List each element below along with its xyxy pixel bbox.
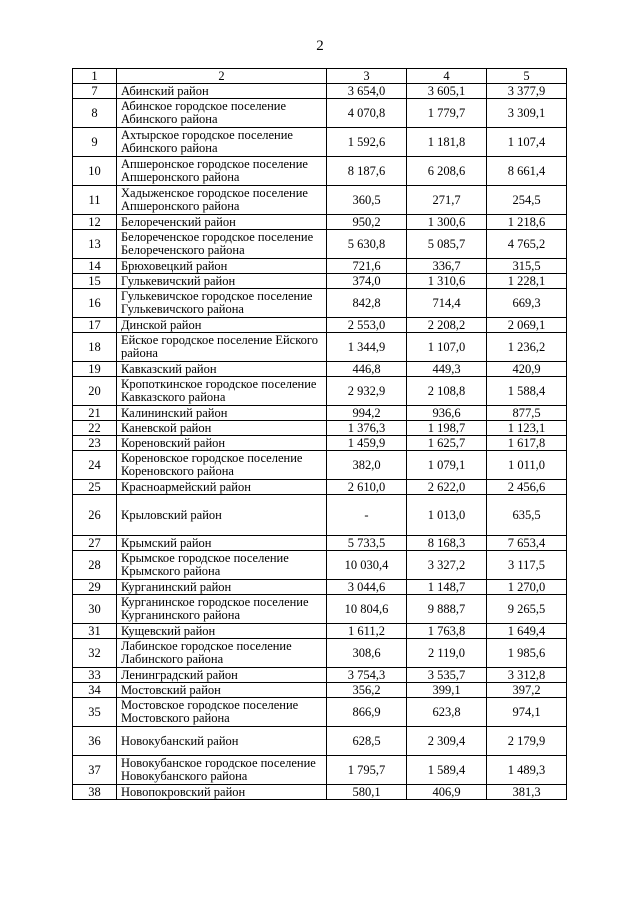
value-col-3: 950,2: [327, 215, 407, 230]
district-name: Крымский район: [117, 536, 327, 551]
row-number: 29: [73, 580, 117, 595]
row-number: 21: [73, 406, 117, 421]
value-col-5: 7 653,4: [487, 536, 567, 551]
row-number: 14: [73, 259, 117, 274]
district-name: Крымское городское поселение Крымского района: [117, 551, 327, 580]
value-col-5: 2 069,1: [487, 318, 567, 333]
header-cell: 2: [117, 69, 327, 84]
value-col-5: 1 011,0: [487, 451, 567, 480]
district-name: Хадыженское городское поселение Апшеронского района: [117, 186, 327, 215]
table-row: [73, 698, 567, 727]
value-col-3: 1 344,9: [327, 333, 407, 362]
row-number: 19: [73, 362, 117, 377]
value-col-3: 2 932,9: [327, 377, 407, 406]
value-col-5: 315,5: [487, 259, 567, 274]
district-name: Гулькевичское городское поселение Гулькевичского района: [117, 289, 327, 318]
table-row: [73, 595, 567, 624]
row-number: 38: [73, 785, 117, 800]
district-name: Лабинское городское поселение Лабинского района: [117, 639, 327, 668]
table-header-row: [73, 69, 567, 84]
value-col-5: 2 456,6: [487, 480, 567, 495]
row-number: 16: [73, 289, 117, 318]
table-row: [73, 624, 567, 639]
value-col-3: 866,9: [327, 698, 407, 727]
value-col-4: 1 763,8: [407, 624, 487, 639]
row-number: 27: [73, 536, 117, 551]
district-name: Ахтырское городское поселение Абинского района: [117, 128, 327, 157]
value-col-4: 2 309,4: [407, 727, 487, 756]
table-row: [73, 259, 567, 274]
district-name: Курганинское городское поселение Курганинского района: [117, 595, 327, 624]
row-number: 18: [73, 333, 117, 362]
row-number: 36: [73, 727, 117, 756]
value-col-5: 3 309,1: [487, 99, 567, 128]
district-name: Абинское городское поселение Абинского района: [117, 99, 327, 128]
table-row: [73, 551, 567, 580]
district-name: Кавказский район: [117, 362, 327, 377]
header-cell: 5: [487, 69, 567, 84]
page-number: 2: [316, 38, 324, 54]
value-col-5: 254,5: [487, 186, 567, 215]
table-row: [73, 274, 567, 289]
value-col-5: 1 270,0: [487, 580, 567, 595]
value-col-5: 877,5: [487, 406, 567, 421]
value-col-4: 9 888,7: [407, 595, 487, 624]
district-name: Новопокровский район: [117, 785, 327, 800]
district-name: Абинский район: [117, 84, 327, 99]
value-col-4: 1 198,7: [407, 421, 487, 436]
row-number: 22: [73, 421, 117, 436]
value-col-3: 1 376,3: [327, 421, 407, 436]
value-col-4: 6 208,6: [407, 157, 487, 186]
district-name: Кореновское городское поселение Кореновского района: [117, 451, 327, 480]
value-col-5: 1 123,1: [487, 421, 567, 436]
row-number: 9: [73, 128, 117, 157]
table-row: [73, 668, 567, 683]
value-col-3: -: [327, 495, 407, 536]
value-col-3: 994,2: [327, 406, 407, 421]
row-number: 10: [73, 157, 117, 186]
district-name: Курганинский район: [117, 580, 327, 595]
table-row: [73, 495, 567, 536]
row-number: 17: [73, 318, 117, 333]
table-row: [73, 289, 567, 318]
value-col-4: 1 625,7: [407, 436, 487, 451]
value-col-5: 420,9: [487, 362, 567, 377]
row-number: 13: [73, 230, 117, 259]
district-name: Ленинградский район: [117, 668, 327, 683]
value-col-4: 1 779,7: [407, 99, 487, 128]
value-col-4: 2 208,2: [407, 318, 487, 333]
row-number: 11: [73, 186, 117, 215]
value-col-5: 1 588,4: [487, 377, 567, 406]
value-col-4: 2 119,0: [407, 639, 487, 668]
district-name: Брюховецкий район: [117, 259, 327, 274]
value-col-3: 628,5: [327, 727, 407, 756]
value-col-3: 5 630,8: [327, 230, 407, 259]
district-name: Новокубанский район: [117, 727, 327, 756]
value-col-5: 4 765,2: [487, 230, 567, 259]
value-col-5: 1 228,1: [487, 274, 567, 289]
value-col-3: 1 459,9: [327, 436, 407, 451]
row-number: 32: [73, 639, 117, 668]
table-row: [73, 406, 567, 421]
district-name: Ейское городское поселение Ейского района: [117, 333, 327, 362]
table-row: [73, 536, 567, 551]
district-name: Кропоткинское городское поселение Кавказского района: [117, 377, 327, 406]
value-col-3: 360,5: [327, 186, 407, 215]
table-row: [73, 580, 567, 595]
value-col-4: 271,7: [407, 186, 487, 215]
table-row: [73, 230, 567, 259]
value-col-3: 580,1: [327, 785, 407, 800]
value-col-4: 1 148,7: [407, 580, 487, 595]
table-row: [73, 186, 567, 215]
value-col-4: 3 535,7: [407, 668, 487, 683]
value-col-4: 2 622,0: [407, 480, 487, 495]
row-number: 7: [73, 84, 117, 99]
value-col-4: 336,7: [407, 259, 487, 274]
value-col-4: 5 085,7: [407, 230, 487, 259]
value-col-4: 3 605,1: [407, 84, 487, 99]
value-col-5: 1 649,4: [487, 624, 567, 639]
row-number: 31: [73, 624, 117, 639]
value-col-3: 3 654,0: [327, 84, 407, 99]
value-col-5: 3 377,9: [487, 84, 567, 99]
value-col-5: 974,1: [487, 698, 567, 727]
district-name: Гулькевичский район: [117, 274, 327, 289]
table-row: [73, 318, 567, 333]
value-col-3: 374,0: [327, 274, 407, 289]
value-col-4: 449,3: [407, 362, 487, 377]
district-name: Красноармейский район: [117, 480, 327, 495]
value-col-4: 8 168,3: [407, 536, 487, 551]
value-col-3: 1 795,7: [327, 756, 407, 785]
table-row: [73, 727, 567, 756]
value-col-5: 8 661,4: [487, 157, 567, 186]
value-col-3: 1 611,2: [327, 624, 407, 639]
value-col-4: 1 310,6: [407, 274, 487, 289]
row-number: 35: [73, 698, 117, 727]
table-row: [73, 99, 567, 128]
value-col-5: 1 617,8: [487, 436, 567, 451]
value-col-5: 1 236,2: [487, 333, 567, 362]
value-col-4: 1 013,0: [407, 495, 487, 536]
row-number: 34: [73, 683, 117, 698]
district-name: Кущевский район: [117, 624, 327, 639]
value-col-4: 406,9: [407, 785, 487, 800]
district-name: Калининский район: [117, 406, 327, 421]
district-name: Крыловский район: [117, 495, 327, 536]
value-col-4: 2 108,8: [407, 377, 487, 406]
value-col-4: 1 181,8: [407, 128, 487, 157]
header-cell: 1: [73, 69, 117, 84]
value-col-3: 8 187,6: [327, 157, 407, 186]
table-row: [73, 639, 567, 668]
value-col-5: 1 218,6: [487, 215, 567, 230]
value-col-4: 1 079,1: [407, 451, 487, 480]
value-col-4: 3 327,2: [407, 551, 487, 580]
value-col-3: 842,8: [327, 289, 407, 318]
value-col-5: 381,3: [487, 785, 567, 800]
row-number: 23: [73, 436, 117, 451]
table-row: [73, 377, 567, 406]
value-col-5: 635,5: [487, 495, 567, 536]
table-row: [73, 362, 567, 377]
value-col-5: 2 179,9: [487, 727, 567, 756]
row-number: 25: [73, 480, 117, 495]
value-col-3: 4 070,8: [327, 99, 407, 128]
district-name: Мостовское городское поселение Мостовского района: [117, 698, 327, 727]
row-number: 8: [73, 99, 117, 128]
district-name: Кореновский район: [117, 436, 327, 451]
table-row: [73, 436, 567, 451]
value-col-3: 2 553,0: [327, 318, 407, 333]
value-col-4: 623,8: [407, 698, 487, 727]
value-col-4: 1 589,4: [407, 756, 487, 785]
value-col-3: 10 804,6: [327, 595, 407, 624]
value-col-5: 3 312,8: [487, 668, 567, 683]
value-col-5: 9 265,5: [487, 595, 567, 624]
row-number: 33: [73, 668, 117, 683]
table-row: [73, 683, 567, 698]
row-number: 20: [73, 377, 117, 406]
header-cell: 4: [407, 69, 487, 84]
value-col-5: 1 985,6: [487, 639, 567, 668]
district-name: Каневской район: [117, 421, 327, 436]
value-col-3: 5 733,5: [327, 536, 407, 551]
value-col-4: 1 300,6: [407, 215, 487, 230]
value-col-5: 397,2: [487, 683, 567, 698]
value-col-5: 669,3: [487, 289, 567, 318]
value-col-3: 3 754,3: [327, 668, 407, 683]
table-row: [73, 421, 567, 436]
value-col-3: 10 030,4: [327, 551, 407, 580]
value-col-4: 1 107,0: [407, 333, 487, 362]
row-number: 30: [73, 595, 117, 624]
table-row: [73, 215, 567, 230]
value-col-4: 399,1: [407, 683, 487, 698]
value-col-3: 382,0: [327, 451, 407, 480]
district-name: Белореченское городское поселение Белореченского района: [117, 230, 327, 259]
value-col-3: 2 610,0: [327, 480, 407, 495]
value-col-3: 446,8: [327, 362, 407, 377]
table-row: [73, 756, 567, 785]
value-col-3: 1 592,6: [327, 128, 407, 157]
district-name: Апшеронское городское поселение Апшеронского района: [117, 157, 327, 186]
row-number: 24: [73, 451, 117, 480]
value-col-5: 1 489,3: [487, 756, 567, 785]
value-col-5: 3 117,5: [487, 551, 567, 580]
row-number: 26: [73, 495, 117, 536]
row-number: 28: [73, 551, 117, 580]
row-number: 37: [73, 756, 117, 785]
row-number: 12: [73, 215, 117, 230]
value-col-4: 936,6: [407, 406, 487, 421]
data-table: [72, 68, 567, 800]
table-row: [73, 157, 567, 186]
table-row: [73, 785, 567, 800]
table-row: [73, 480, 567, 495]
district-name: Динской район: [117, 318, 327, 333]
district-name: Новокубанское городское поселение Новокубанского района: [117, 756, 327, 785]
value-col-3: 308,6: [327, 639, 407, 668]
row-number: 15: [73, 274, 117, 289]
value-col-3: 3 044,6: [327, 580, 407, 595]
value-col-3: 721,6: [327, 259, 407, 274]
value-col-3: 356,2: [327, 683, 407, 698]
table-row: [73, 451, 567, 480]
table-row: [73, 128, 567, 157]
header-cell: 3: [327, 69, 407, 84]
table-row: [73, 84, 567, 99]
value-col-4: 714,4: [407, 289, 487, 318]
table-row: [73, 333, 567, 362]
district-name: Мостовский район: [117, 683, 327, 698]
district-name: Белореченский район: [117, 215, 327, 230]
value-col-5: 1 107,4: [487, 128, 567, 157]
